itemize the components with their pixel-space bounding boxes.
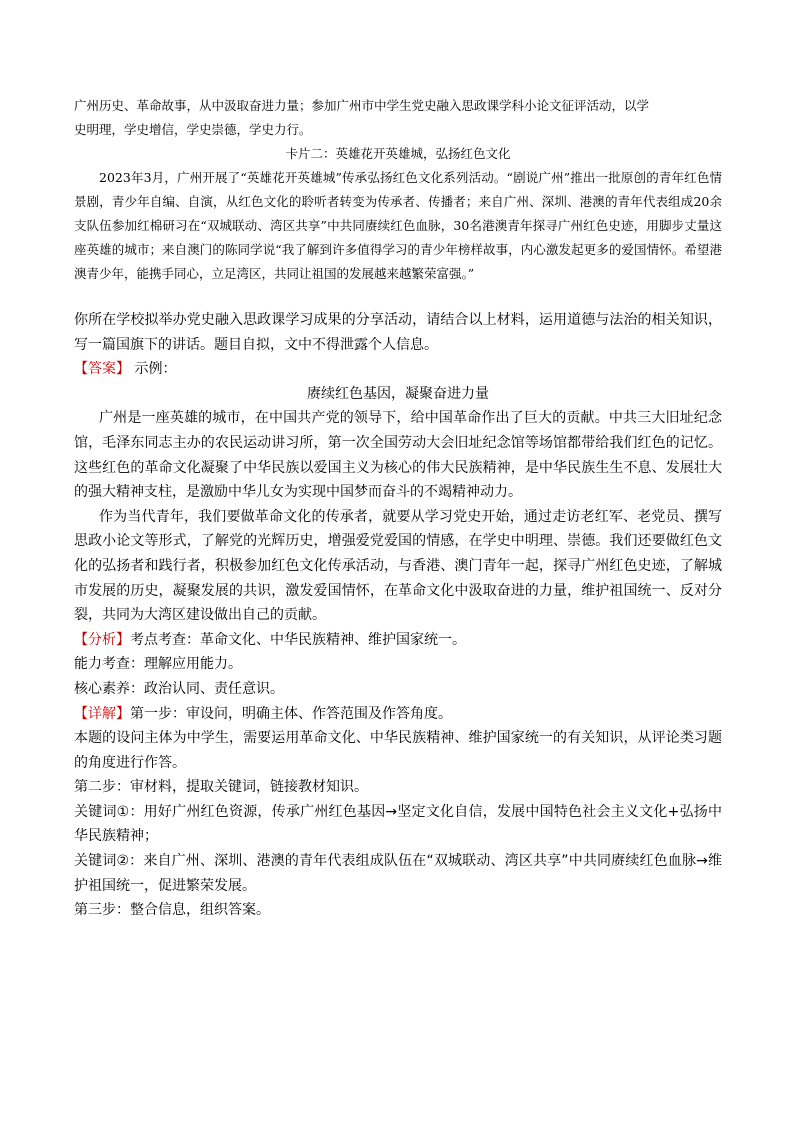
ability-line: 能力考查：理解应用能力。 (74, 656, 242, 673)
detail-line (74, 702, 722, 727)
question-text: 你所在学校拟举办党史融入思政课学习成果的分享活动，请结合以上材料，运用道德与法治的相关知识，写一篇国旗下的讲话。题目自拟，文中不得泄露个人信息。 (74, 312, 722, 353)
card2-paragraph: 2023年3月，广州开展了“英雄花开英雄城”传承弘扬红色文化系列活动。“剧说广州”推出一批原创的青年红色情景剧，青少年自编、自演，从红色文化的聆听者转变为传承者、传播者；来自广州、深圳、港澳的青年代表组成20余支队伍参加红棉研习在“双城联动、湾区共享”中共同赓续红色血脉，30名港澳青年探寻广州红色史迹，用脚步丈量这座英雄的城市；来自澳门的陈同学说“我了解到许多值得学习的青少年榜样故事，内心激发起更多的爱国情怀。希望港澳青少年，能携手同心，立足湾区，共同让祖国的发展越来越繁荣富强。” (74, 170, 722, 281)
step1-body: 本题的设问主体为中学生，需要运用革命文化、中华民族精神、维护国家统一的有关知识，从评论类习题的角度进行作答。 (74, 730, 722, 771)
intro-line-1: 广州历史、革命故事，从中汲取奋进力量；参加广州市中学生党史融入思政课学科小论文征评活动，以学 (74, 98, 650, 113)
literacy-line: 核心素养：政治认同、责任意识。 (74, 680, 284, 697)
keyword-2: 关键词②：来自广州、深圳、港澳的青年代表组成队伍在“双城联动、湾区共享”中共同赓续红色血脉→维护祖国统一，促进繁荣发展。 (74, 853, 722, 894)
answer-prefix: 示例： (134, 361, 177, 378)
detail-step1: 第一步：审设问，明确主体、作答范围及作答角度。 (130, 705, 452, 722)
essay-title: 赓续红色基因，凝聚奋进力量 (307, 385, 489, 402)
keyword-1: 关键词①：用好广州红色资源，传承广州红色基因→坚定文化自信，发展中国特色社会主义文化+弘扬中华民族精神； (74, 803, 722, 845)
question-answer-section (74, 308, 722, 923)
material-section (74, 94, 722, 286)
essay-paragraph-1: 广州是一座英雄的城市，在中国共产党的领导下，给中国革命作出了巨大的贡献。中共三大旧址纪念馆，毛泽东同志主办的农民运动讲习所，第一次全国劳动大会旧址纪念馆等场馆都带给我们红色的记忆。这些红色的革命文化凝聚了中华民族以爱国主义为核心的伟大民族精神，是中华民族生生不息、发展壮大的强大精神支柱，是激励中华儿女为实现中国梦而奋斗的不竭精神动力。 (74, 410, 722, 501)
analysis-points: 考点考查：革命文化、中华民族精神、维护国家统一。 (130, 631, 466, 648)
analysis-tag: 【分析】 (74, 631, 130, 648)
card2-title: 卡片二：英雄花开英雄城，弘扬红色文化 (285, 146, 511, 161)
essay-paragraph-2: 作为当代青年，我们要做革命文化的传承者，就要从学习党史开始，通过走访老红军、老党员、撰写思政小论文等形式，了解党的光辉历史，增强爱党爱国的情感，在学史中明理、崇德。我们还要做红色文化的弘扬者和践行者，积极参加红色文化传承活动，与香港、澳门青年一起，探寻广州红色史迹，了解城市发展的历史，凝聚发展的共识，激发爱国情怀，在革命文化中汲取奋进的力量，维护祖国统一、反对分裂，共同为大湾区建设做出自己的贡献。 (74, 508, 722, 624)
intro-line-2: 史明理，学史增信，学史崇德，学史力行。 (74, 122, 312, 137)
answer-tag: 【答案】 (74, 361, 130, 378)
step3-line: 第三步：整合信息，组织答案。 (74, 902, 270, 919)
step2-line: 第二步：审材料，提取关键词，链接教材知识。 (74, 779, 368, 796)
answer-label-line (74, 357, 722, 382)
analysis-line (74, 628, 722, 653)
detail-tag: 【详解】 (74, 705, 130, 722)
